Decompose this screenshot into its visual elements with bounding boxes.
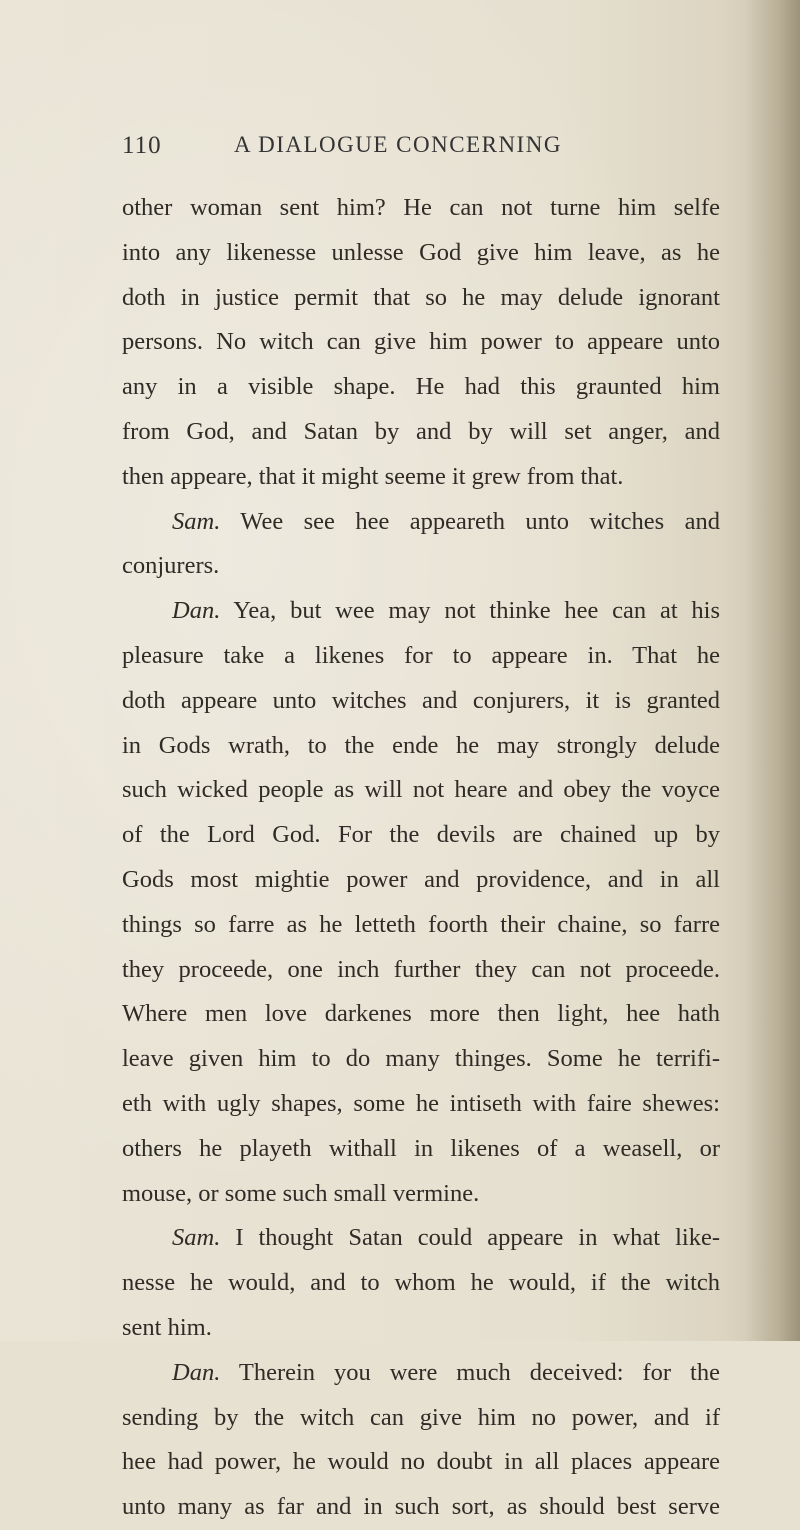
- text-line: [122, 1440, 720, 1485]
- text-line: [122, 634, 720, 679]
- text-line: [122, 455, 720, 500]
- text-line: [122, 1306, 720, 1351]
- line-text: Where men love darkenes more then light, hee hath: [122, 1000, 720, 1028]
- text-line: [122, 1082, 720, 1127]
- line-text: pleasure take a likenes for to appeare in. That he: [122, 641, 720, 669]
- page-header: [122, 132, 742, 164]
- line-text: other woman sent him? He can not turne him selfe: [122, 194, 720, 221]
- text-line: [122, 320, 720, 365]
- line-text: of the Lord God. For the devils are chained up by: [122, 821, 720, 849]
- text-line: [122, 365, 720, 410]
- text-line: [122, 992, 720, 1037]
- line-text: doth in justice permit that so he may delude ignorant: [122, 283, 720, 311]
- body-text: [122, 186, 720, 1530]
- line-text: things so farre as he letteth foorth their chaine, so farre: [122, 910, 720, 938]
- text-line: [122, 500, 720, 545]
- speaker-name: Sam.: [172, 1224, 221, 1252]
- line-text: into any likenesse unlesse God give him leave, as he: [122, 238, 720, 266]
- text-line: [122, 276, 720, 321]
- text-line: [122, 858, 720, 903]
- line-text: in Gods wrath, to the ende he may strongly delude: [122, 731, 720, 759]
- line-text: Therein you were much deceived: for the: [220, 1358, 720, 1386]
- text-line: [122, 589, 720, 634]
- line-text: eth with ugly shapes, some he intiseth with faire shewes:: [122, 1089, 720, 1117]
- line-text: hee had power, he would no doubt in all places appeare: [122, 1448, 720, 1476]
- text-line: [122, 903, 720, 948]
- line-text: Wee see hee appeareth unto witches and: [220, 507, 720, 535]
- text-line: [122, 1127, 720, 1172]
- text-line: [122, 948, 720, 993]
- line-text: conjurers.: [122, 552, 220, 580]
- text-line: [122, 768, 720, 813]
- text-line: [122, 1216, 720, 1261]
- running-head: A DIALOGUE CONCERNING: [234, 132, 562, 157]
- line-text: nesse he would, and to whom he would, if the witch: [122, 1269, 720, 1297]
- line-text: sent him.: [122, 1313, 212, 1341]
- text-line: [122, 1261, 720, 1306]
- page-edge-shadow: [745, 0, 800, 1341]
- line-text: Yea, but wee may not thinke hee can at his: [220, 597, 720, 625]
- page-number: 110: [122, 132, 162, 159]
- line-text: they proceede, one inch further they can not proceede.: [122, 955, 720, 983]
- text-line: [122, 1396, 720, 1441]
- line-text: persons. No witch can give him power to appeare unto: [122, 328, 720, 356]
- line-text: I thought Satan could appeare in what like-: [220, 1224, 720, 1252]
- text-line: [122, 679, 720, 724]
- speaker-name: Sam.: [172, 507, 221, 535]
- text-line: [122, 1037, 720, 1082]
- text-line: [122, 1485, 720, 1530]
- line-text: any in a visible shape. He had this graunted him: [122, 373, 720, 401]
- line-text: doth appeare unto witches and conjurers, it is granted: [122, 686, 720, 714]
- line-text: others he playeth withall in likenes of a weasell, or: [122, 1134, 720, 1162]
- text-line: [122, 410, 720, 455]
- text-line: [122, 1172, 720, 1217]
- line-text: then appeare, that it might seeme it grew from that.: [122, 462, 624, 490]
- line-text: sending by the witch can give him no power, and if: [122, 1403, 720, 1431]
- line-text: Gods most mightie power and providence, and in all: [122, 865, 720, 893]
- text-line: [122, 544, 720, 589]
- text-line: [122, 186, 720, 231]
- text-line: [122, 231, 720, 276]
- text-line: [122, 724, 720, 769]
- line-text: mouse, or some such small vermine.: [122, 1179, 480, 1207]
- line-text: such wicked people as will not heare and obey the voyce: [122, 776, 720, 804]
- speaker-name: Dan.: [172, 1358, 221, 1386]
- line-text: from God, and Satan by and by will set anger, and: [122, 417, 720, 445]
- text-line: [122, 813, 720, 858]
- text-line: [122, 1351, 720, 1396]
- line-text: unto many as far and in such sort, as should best serve: [122, 1493, 720, 1521]
- line-text: leave given him to do many thinges. Some he terrifi-: [122, 1045, 720, 1073]
- speaker-name: Dan.: [172, 597, 221, 625]
